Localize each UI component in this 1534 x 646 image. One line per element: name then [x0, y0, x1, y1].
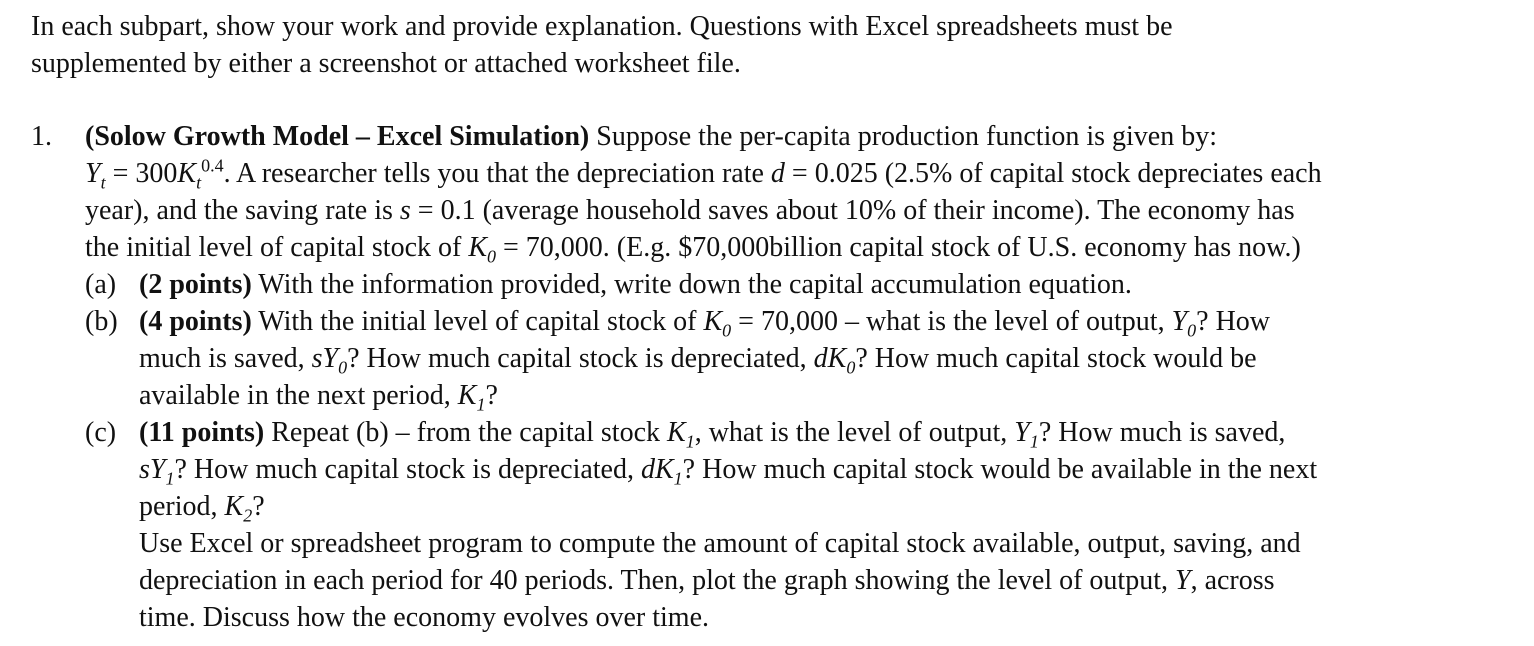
question-title: (Solow Growth Model – Excel Simulation) [85, 121, 590, 152]
question-1-line-4: the initial level of capital stock of $K_0 = 70,000$. (E.g. $70,000billion capital stock of U.S. economy has now.) [85, 232, 1301, 267]
question-1-body [85, 118, 1525, 636]
part-c [85, 414, 1525, 636]
question-number: 1. [31, 121, 52, 152]
instructions-line-1: In each subpart, show your work and provide explanation. Questions with Excel spreadsheets must be [31, 11, 1173, 42]
part-b-text: (4 points) With the initial level of capital stock of $K_0 = 70,000$ – what is the level of output, $Y_0$? How much is saved, $sY_0$? How much capital stock is depreciated, $dK_0$? How much capital stock would be available in the next period, $K_1$? [139, 306, 1271, 415]
part-c-excel-line-2: depreciation in each period for 40 periods. Then, plot the graph showing the level of output, Y, across [139, 565, 1275, 596]
part-a-text: (2 points) With the information provided, write down the capital accumulation equation. [139, 269, 1132, 300]
part-c-text: (11 points) Repeat (b) – from the capital stock $K_1$, what is the level of output, $Y_1$? How much is saved, $sY_1$? How much capital stock is depreciated, $dK_1$? How much capital stock would be available in the next period, $K_2$? Use Excel or spreadsheet program to compute the amount of capital stock available, output, saving, and depreciation in each period for 40 periods. Then, plot the graph showing the level of output, Y, across time. Discuss how the economy evolves over time. [139, 414, 1525, 636]
part-a [85, 266, 1525, 303]
instructions-paragraph [31, 8, 1511, 82]
part-c-label: (c) [85, 417, 117, 448]
part-b [85, 303, 1525, 414]
question-1-line-2: $Y_t = 300K_t^{0.4}$. A researcher tells you that the depreciation rate d = 0.025 (2.5% of capital stock depreciates each [85, 155, 1322, 193]
question-1-line-1-text: Suppose the per-capita production function is given by: [589, 121, 1218, 152]
part-a-label: (a) [85, 269, 117, 300]
part-c-excel-line-1: Use Excel or spreadsheet program to compute the amount of capital stock available, output, saving, and [139, 528, 1301, 559]
question-1-line-3: year), and the saving rate is s = 0.1 (average household saves about 10% of their income). The economy has [85, 195, 1295, 226]
saving-rate-symbol: s [399, 195, 411, 226]
instructions-line-2: supplemented by either a screenshot or attached worksheet file. [31, 48, 741, 79]
part-c-excel-line-3: time. Discuss how the economy evolves over time. [139, 602, 709, 633]
part-b-label: (b) [85, 306, 118, 337]
production-function: $Y_t = 300K_t^{0.4}$ [85, 155, 224, 193]
question-1-line-1 [85, 118, 1525, 155]
depreciation-symbol: d [770, 158, 785, 189]
